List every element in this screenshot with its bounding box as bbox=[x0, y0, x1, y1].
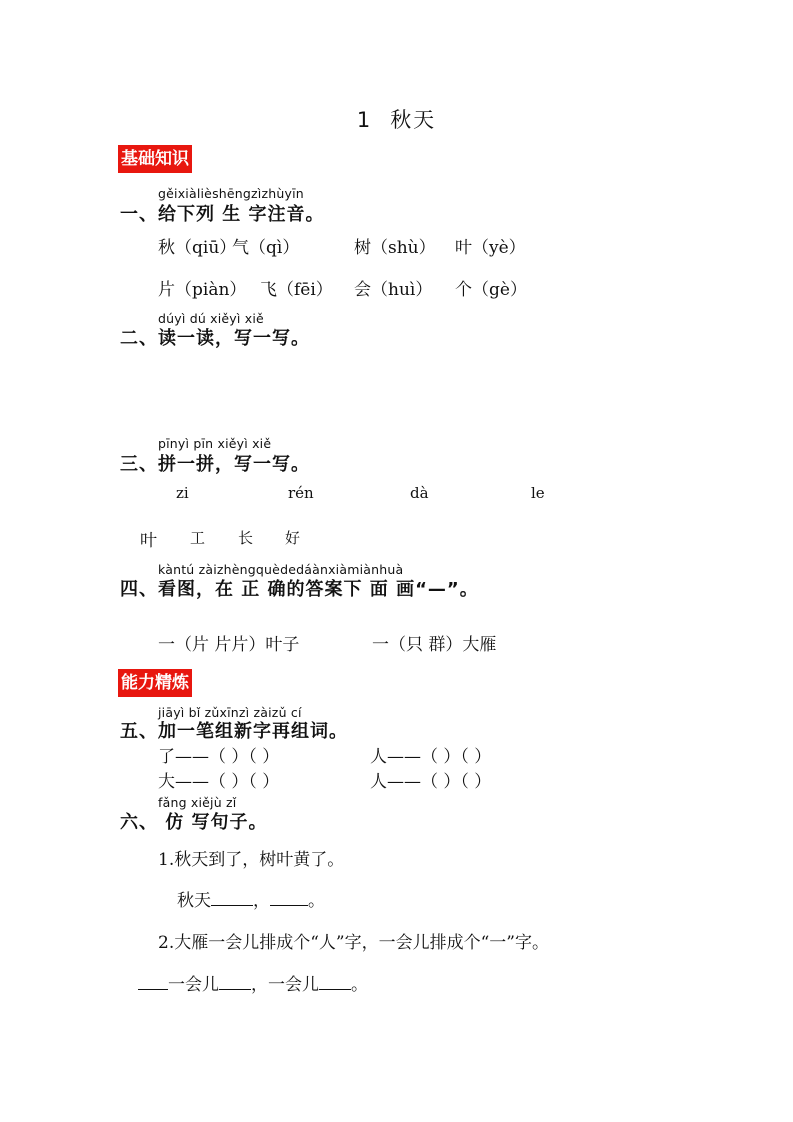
q6-item2: 2.大雁一会儿排成个“人”字，一会儿排成个“一”字。 bbox=[158, 933, 549, 953]
q6-item1-answer bbox=[177, 886, 325, 911]
q6-item1-end: 。 bbox=[308, 891, 325, 911]
q3-syllable: le bbox=[531, 484, 545, 502]
answer-blank[interactable] bbox=[138, 975, 168, 990]
q5-title: 五、加一笔组新字再组词。 bbox=[120, 721, 348, 742]
q6-item1-prefix: 秋天 bbox=[177, 891, 211, 911]
q1-item: 树（shù） bbox=[354, 238, 436, 258]
q5-line1-left: 了——（ ）（ ） bbox=[158, 747, 280, 767]
q5-pinyin: jiāyì bǐ zǔxīnzì zàizǔ cí bbox=[158, 705, 302, 720]
q2-pinyin: dúyì dú xiěyì xiě bbox=[158, 311, 264, 326]
q4-title: 四、看图，在 正 确的答案下 面 画“—”。 bbox=[120, 579, 479, 600]
q4-option-geese: 一（只 群）大雁 bbox=[372, 635, 497, 655]
q5-line2-left: 大——（ ）（ ） bbox=[158, 772, 280, 792]
q1-item: 秋（qiū） bbox=[158, 238, 237, 258]
lesson-number: 1 bbox=[356, 108, 373, 132]
q3-char: 工 bbox=[190, 529, 206, 547]
q3-char: 叶 bbox=[140, 531, 157, 551]
q6-item1: 1.秋天到了，树叶黄了。 bbox=[158, 850, 345, 870]
q3-syllable: rén bbox=[288, 484, 314, 502]
q3-syllable: dà bbox=[410, 484, 429, 502]
q1-item: 气（qì） bbox=[232, 238, 300, 258]
answer-blank[interactable] bbox=[219, 975, 251, 990]
q4-option-leaves: 一（片 片片）叶子 bbox=[158, 635, 300, 655]
q2-title: 二、读一读，写一写。 bbox=[120, 328, 310, 349]
q6-pinyin: fǎng xiějù zǐ bbox=[158, 795, 237, 810]
q1-pinyin: gěixiàlièshēngzìzhùyīn bbox=[158, 186, 304, 201]
q3-syllable: zi bbox=[176, 484, 189, 502]
q3-char: 好 bbox=[285, 529, 301, 547]
q3-pinyin: pīnyì pīn xiěyì xiě bbox=[158, 436, 272, 451]
q4-pinyin: kàntú zàizhèngquèdedáànxiàmiànhuà bbox=[158, 562, 404, 577]
answer-blank[interactable] bbox=[211, 891, 253, 906]
q1-item: 个（gè） bbox=[455, 280, 527, 300]
q6-item2-end: 。 bbox=[351, 975, 368, 995]
q6-title: 六、 仿 写句子。 bbox=[120, 812, 268, 833]
q1-item: 片（piàn） bbox=[158, 280, 247, 300]
q3-title: 三、拼一拼，写一写。 bbox=[120, 454, 310, 475]
q6-item1-comma: ， bbox=[253, 891, 270, 911]
q5-line1-right: 人——（ ）（ ） bbox=[370, 747, 492, 767]
q1-title: 一、给下列 生 字注音。 bbox=[120, 204, 325, 225]
q3-char: 长 bbox=[238, 529, 254, 547]
q6-item2-answer bbox=[138, 970, 368, 995]
page-title bbox=[0, 104, 793, 134]
lesson-title: 秋天 bbox=[390, 108, 437, 132]
section-badge-ability: 能力精炼 bbox=[118, 669, 192, 697]
q6-item2-part2: ，一会儿 bbox=[251, 975, 319, 995]
q1-item: 会（huì） bbox=[354, 280, 433, 300]
q1-item: 飞（fēi） bbox=[260, 280, 333, 300]
answer-blank[interactable] bbox=[270, 891, 308, 906]
section-badge-basics: 基础知识 bbox=[118, 145, 192, 173]
q6-item2-part1: 一会儿 bbox=[168, 975, 219, 995]
q1-item: 叶（yè） bbox=[455, 238, 526, 258]
answer-blank[interactable] bbox=[319, 975, 351, 990]
q5-line2-right: 人——（ ）（ ） bbox=[370, 772, 492, 792]
